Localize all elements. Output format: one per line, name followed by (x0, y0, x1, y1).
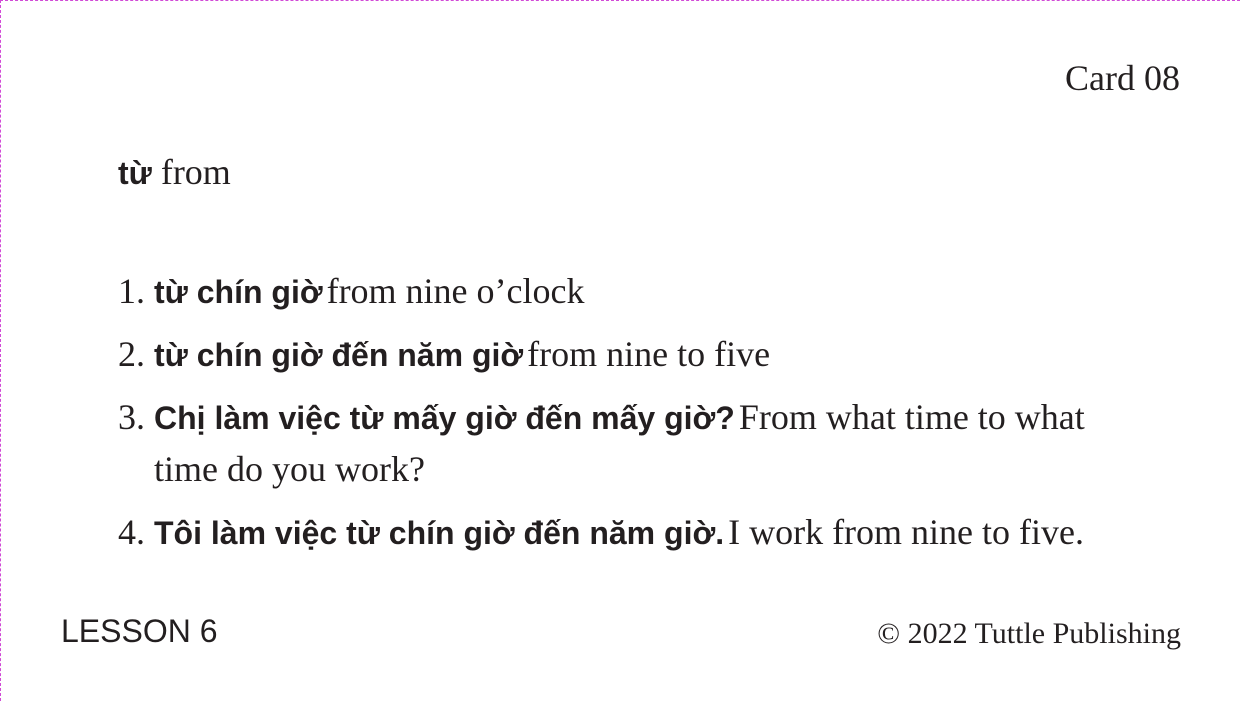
copyright-notice: © 2022 Tuttle Publishing (877, 617, 1181, 650)
example-english: from nine o’clock (326, 271, 585, 311)
example-item (118, 395, 1118, 499)
example-vietnamese: từ chín giờ (154, 274, 323, 310)
example-item (118, 510, 1118, 562)
headword-entry (118, 151, 231, 193)
headword-english: from (160, 152, 231, 192)
example-vietnamese: Chị làm việc từ mấy giờ đến mấy giờ? (154, 400, 735, 436)
example-item (118, 332, 1118, 384)
example-english: I work from nine to five. (728, 512, 1084, 552)
card-number: Card 08 (1065, 58, 1180, 98)
example-english: from nine to five (527, 334, 771, 374)
example-vietnamese: Tôi làm việc từ chín giờ đến năm giờ. (154, 515, 725, 551)
headword-vietnamese: từ (118, 155, 152, 191)
example-vietnamese: từ chín giờ đến năm giờ (154, 337, 524, 373)
example-number: 3. (118, 397, 145, 437)
example-list (118, 269, 1118, 573)
example-english: From what time to what time do you work? (154, 397, 1085, 489)
lesson-label: LESSON 6 (61, 613, 218, 649)
example-number: 4. (118, 512, 145, 552)
example-item (118, 269, 1118, 321)
example-number: 1. (118, 271, 145, 311)
example-number: 2. (118, 334, 145, 374)
